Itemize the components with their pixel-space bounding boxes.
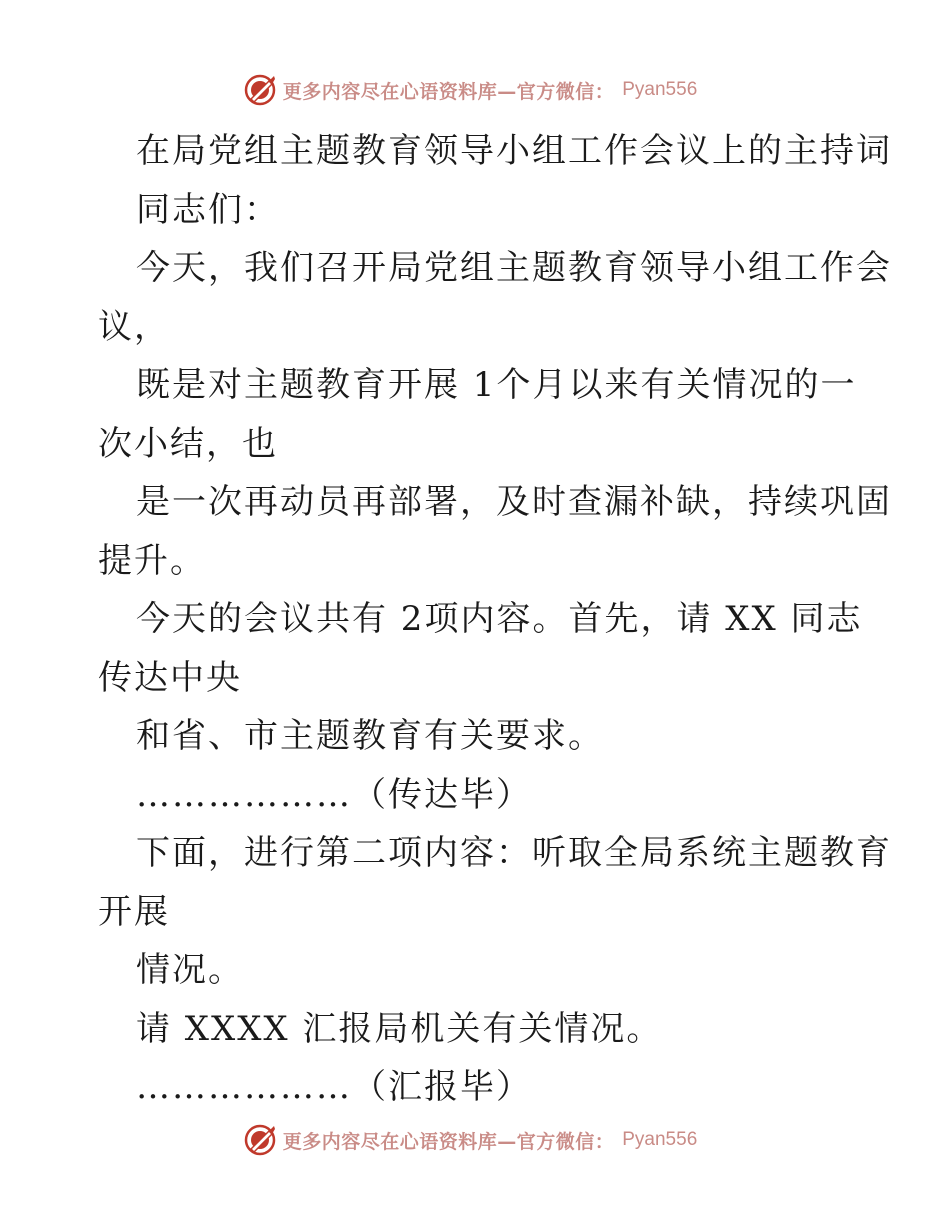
document-line: 请 XXXX 汇报局机关有关情况。 — [136, 1008, 663, 1049]
document-line: 提升。 — [98, 540, 206, 581]
document-line: 传达中央 — [98, 657, 242, 698]
document-line: 下面，进行第二项内容：听取全局系统主题教育 — [136, 833, 892, 873]
header-banner — [0, 70, 950, 110]
document-line: 情况。 — [136, 950, 244, 990]
document-line: 今天，我们召开局党组主题教育领导小组工作会 — [136, 248, 892, 288]
footer-banner-brand: Pyan556 — [622, 1129, 698, 1150]
document-line: 在局党组主题教育领导小组工作会议上的主持词 — [136, 131, 892, 171]
document-line: 开展 — [98, 891, 170, 932]
footer-banner — [0, 1120, 950, 1160]
document-line: 是一次再动员再部署，及时查漏补缺，持续巩固 — [136, 482, 892, 522]
footer-banner-content — [243, 1123, 698, 1157]
document-line: 同志们： — [136, 189, 280, 230]
document-line: ………………（传达毕） — [136, 774, 532, 815]
footer-banner-text: 更多内容尽在心语资料库—官方微信： — [282, 1130, 615, 1153]
document-line: ………………（汇报毕） — [136, 1067, 532, 1107]
header-banner-brand: Pyan556 — [622, 79, 698, 100]
pen-logo-icon — [243, 1123, 277, 1157]
document-line: 议， — [98, 306, 170, 347]
document-body — [98, 122, 892, 1117]
document-line: 今天的会议共有 2项内容。首先，请 XX 同志 — [136, 599, 863, 639]
header-banner-text: 更多内容尽在心语资料库—官方微信： — [282, 80, 615, 103]
document-line: 既是对主题教育开展 1个月以来有关情况的一 — [136, 365, 857, 405]
header-banner-content — [243, 73, 698, 107]
pen-logo-icon — [243, 73, 277, 107]
document-line: 和省、市主题教育有关要求。 — [136, 716, 604, 756]
document-line: 次小结，也 — [98, 423, 278, 464]
